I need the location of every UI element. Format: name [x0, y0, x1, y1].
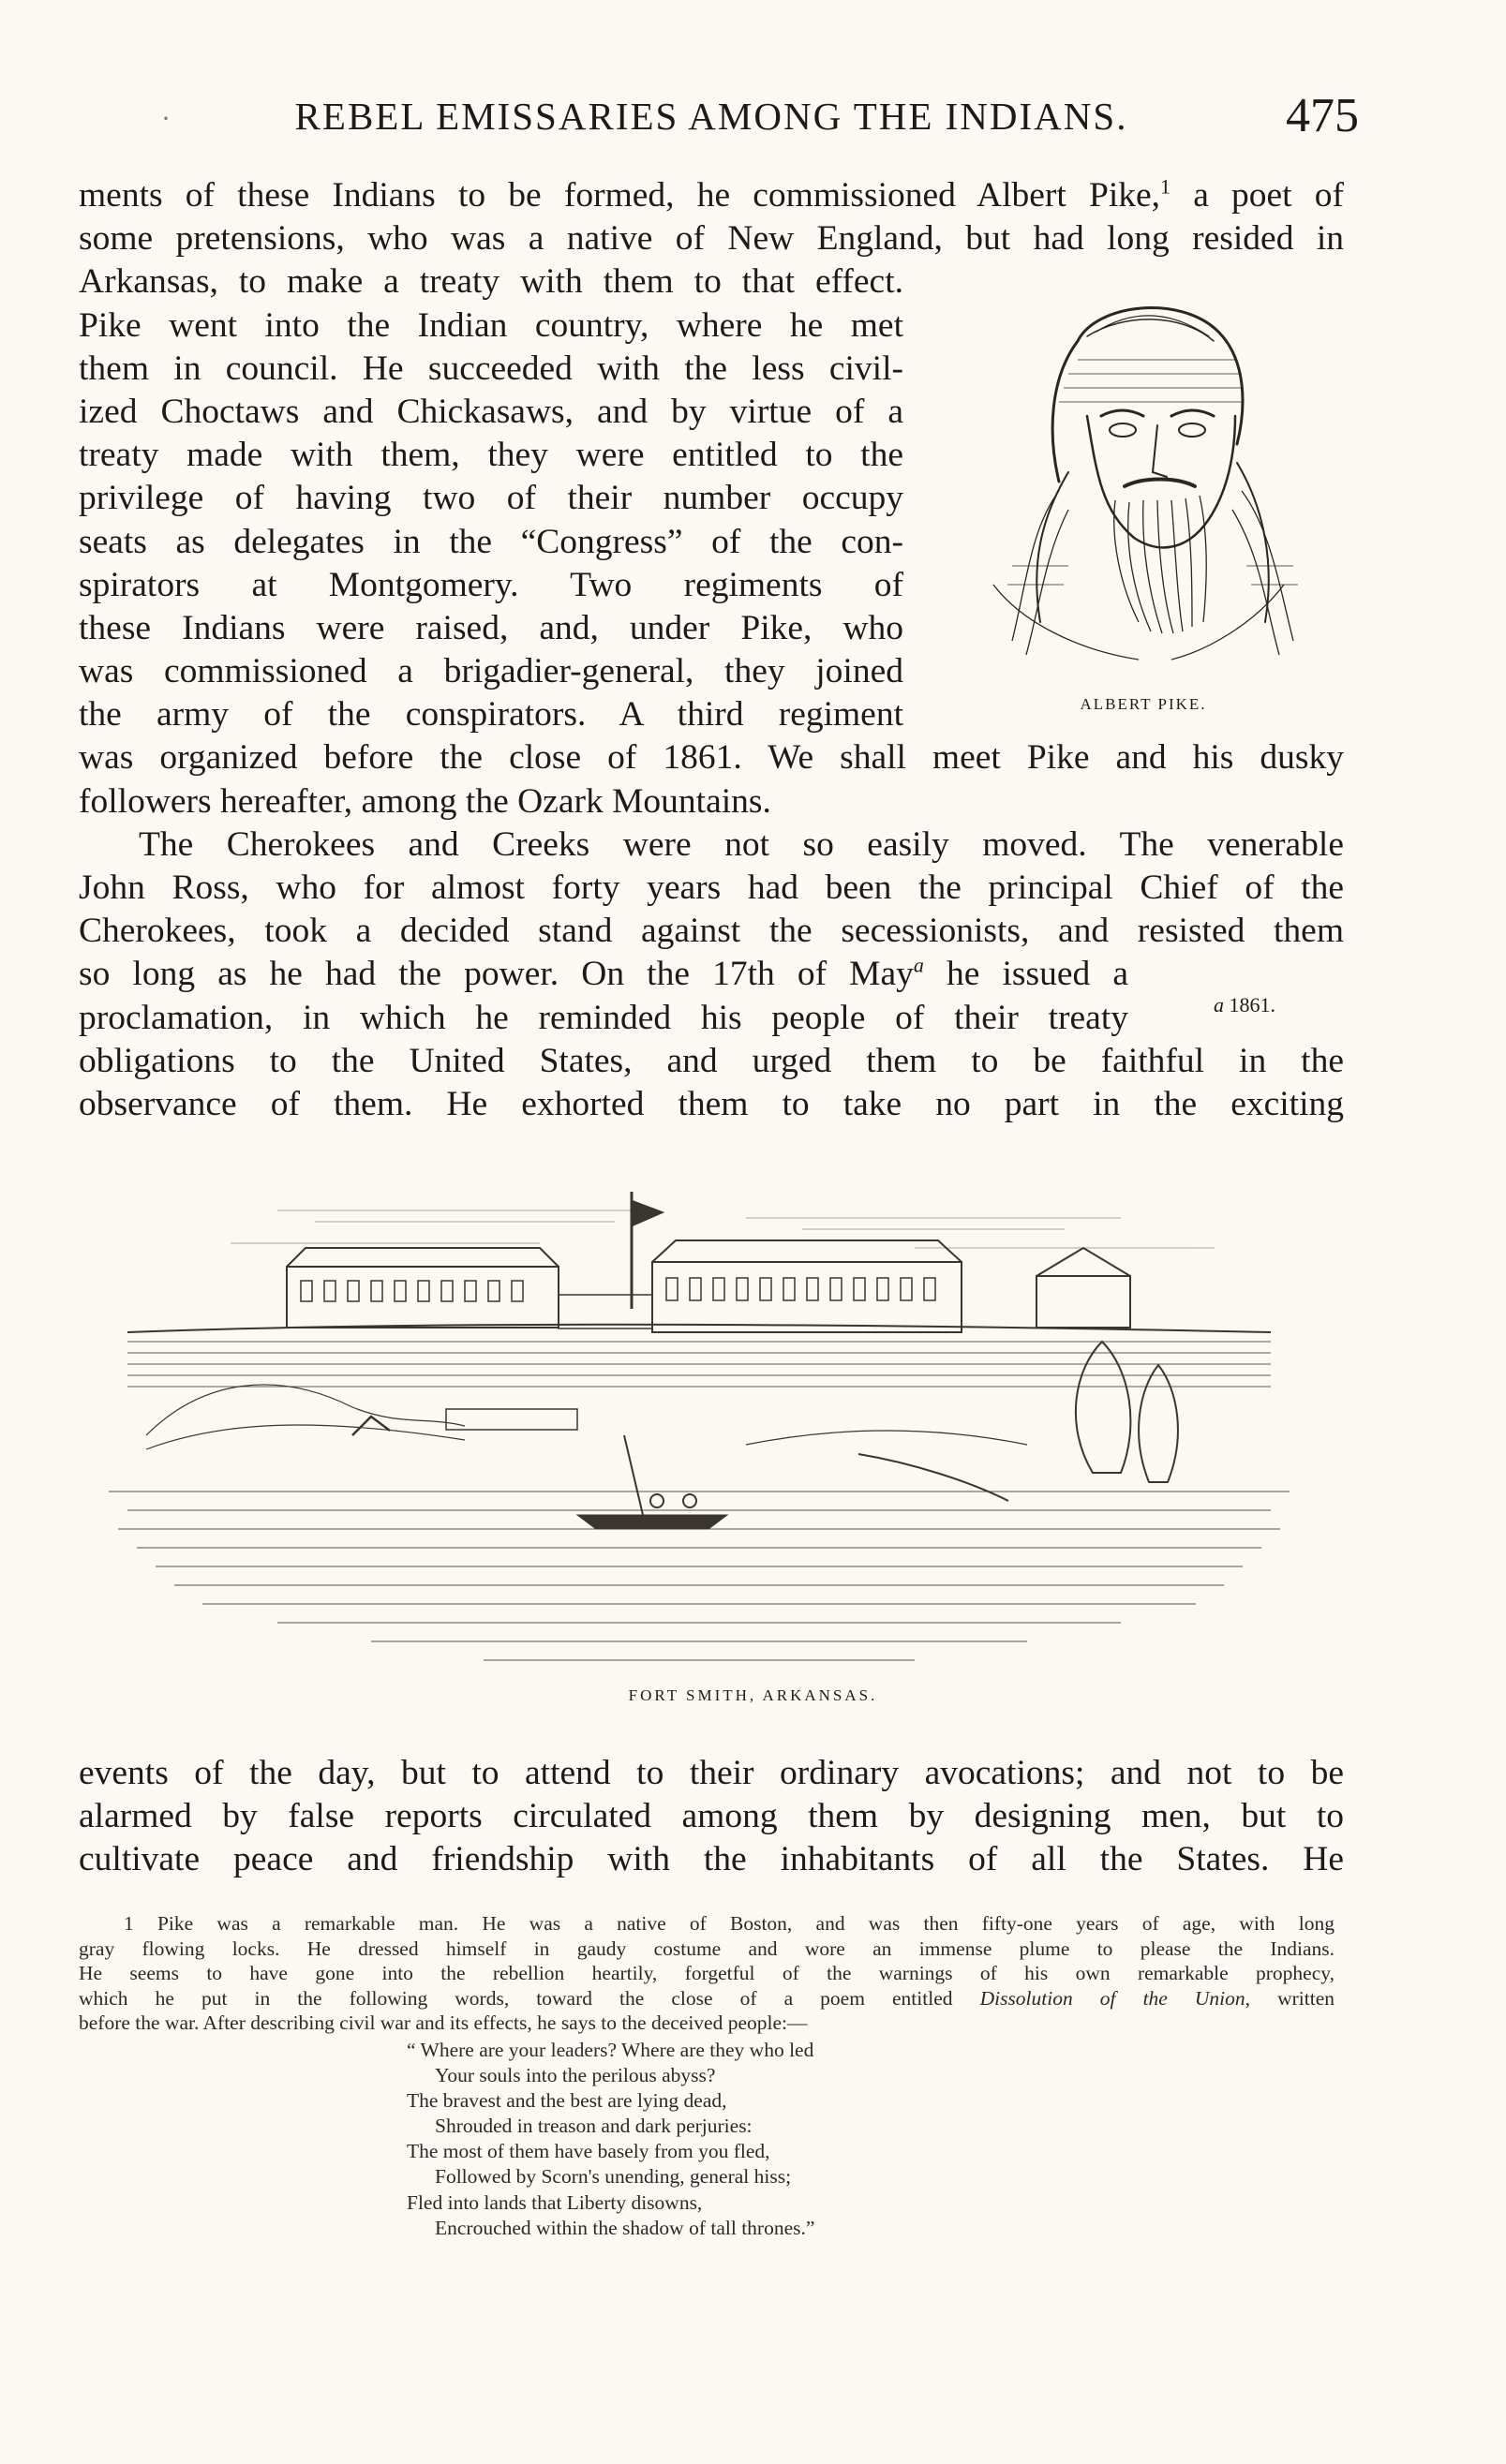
text-line: privilege of having two of their number occupy — [79, 479, 903, 518]
poem-line: “ Where are your leaders? Where are they who led — [407, 2038, 814, 2061]
text-line: treaty made with them, they were entitled to the — [79, 436, 903, 475]
text-line: Cherokees, took a decided stand against the secessionists, and resisted them — [79, 912, 1344, 951]
text-line: was commissioned a brigadier-general, they joined — [79, 652, 903, 691]
poem-line: Encrouched within the shadow of tall thrones.” — [435, 2216, 815, 2239]
poem-line: Your souls into the perilous abyss? — [435, 2063, 716, 2086]
poem-line: Followed by Scorn's unending, general hiss; — [435, 2165, 792, 2189]
poem-line: Fled into lands that Liberty disowns, — [407, 2190, 703, 2214]
text-line: The Cherokees and Creeks were not so easily moved. The venerable — [139, 824, 1344, 864]
text-line: obligations to the United States, and urged them to be faithful in the — [79, 1041, 1344, 1080]
footnote-line: He seems to have gone into the rebellion heartily, forgetful of the warnings of his own remarkable prophecy, — [79, 1962, 1335, 1984]
text-line: so long as he had the power. On the 17th of May$^a$ he issued a — [79, 953, 1128, 994]
text-line: ized Choctaws and Chickasaws, and by virtue of a — [79, 392, 903, 431]
text-line: proclamation, in which he reminded his people of their treaty — [79, 998, 1128, 1037]
text-line: the army of the conspirators. A third regiment — [79, 695, 903, 735]
albert-pike-portrait — [937, 285, 1340, 688]
text-line: followers hereafter, among the Ozark Mountains. — [79, 781, 771, 821]
page-header — [79, 89, 1359, 146]
text-line: Pike went into the Indian country, where he met — [79, 305, 903, 345]
poem-line: The most of them have basely from you fled, — [407, 2140, 770, 2163]
text-line: seats as delegates in the “Congress” of the con- — [79, 522, 903, 561]
text-line: events of the day, but to attend to their ordinary avocations; and not to be — [79, 1754, 1344, 1792]
footnote-line: 1 Pike was a remarkable man. He was a native of Boston, and was then fifty-one years of age, with long — [124, 1912, 1335, 1935]
text-line: John Ross, who for almost forty years had been the principal Chief of the — [79, 868, 1344, 907]
footnote-line: which he put in the following words, toward the close of a poem entitled Dissolution of the Union, written — [79, 1986, 1335, 2010]
body-text-bottom — [79, 1752, 1344, 1882]
footnote-line: gray flowing locks. He dressed himself in gaudy costume and wore an immense plume to please the Indians. — [79, 1937, 1335, 1960]
poem-line: Shrouded in treason and dark perjuries: — [435, 2115, 753, 2138]
text-line: some pretensions, who was a native of New England, but had long resided in — [79, 219, 1344, 259]
text-line: observance of them. He exhorted them to take no part in the exciting — [79, 1084, 1344, 1123]
running-title: REBEL EMISSARIES AMONG THE INDIANS. — [294, 95, 1128, 138]
text-line: was organized before the close of 1861. We shall meet Pike and his dusky — [79, 738, 1344, 778]
text-line: cultivate peace and friendship with the inhabitants of all the States. He — [79, 1840, 1344, 1879]
footnote-line: before the war. After describing civil war and its effects, he says to the deceived people:— — [79, 2011, 808, 2034]
text-line: them in council. He succeeded with the less civil- — [79, 349, 903, 388]
poem-title: Dissolution of the Union, — [979, 1986, 1251, 2010]
text-line: Arkansas, to make a treaty with them to that effect. — [79, 262, 903, 302]
text-line: alarmed by false reports circulated among them by designing men, but to — [79, 1797, 1344, 1836]
fort-smith-engraving — [90, 1192, 1308, 1707]
engraving-caption: FORT SMITH, ARKANSAS. — [628, 1686, 878, 1704]
portrait-caption: ALBERT PIKE. — [1080, 695, 1207, 713]
header-dot: · — [161, 103, 171, 134]
margin-date-note: a 1861. — [1214, 993, 1275, 1017]
poem-line: The bravest and the best are lying dead, — [407, 2088, 727, 2112]
text-line: ments of these Indians to be formed, he commissioned Albert Pike,$^1$ a poet of — [79, 174, 1344, 215]
text-line: these Indians were raised, and, under Pike, who — [79, 608, 903, 647]
sidenote-ref: a — [913, 953, 924, 977]
footnote-poem — [79, 2038, 1335, 2242]
footnote-ref: 1 — [1160, 174, 1171, 199]
text-line: spirators at Montgomery. Two regiments of — [79, 565, 903, 604]
footnote-block — [79, 1911, 1335, 2241]
page-number: 475 — [1286, 89, 1359, 142]
